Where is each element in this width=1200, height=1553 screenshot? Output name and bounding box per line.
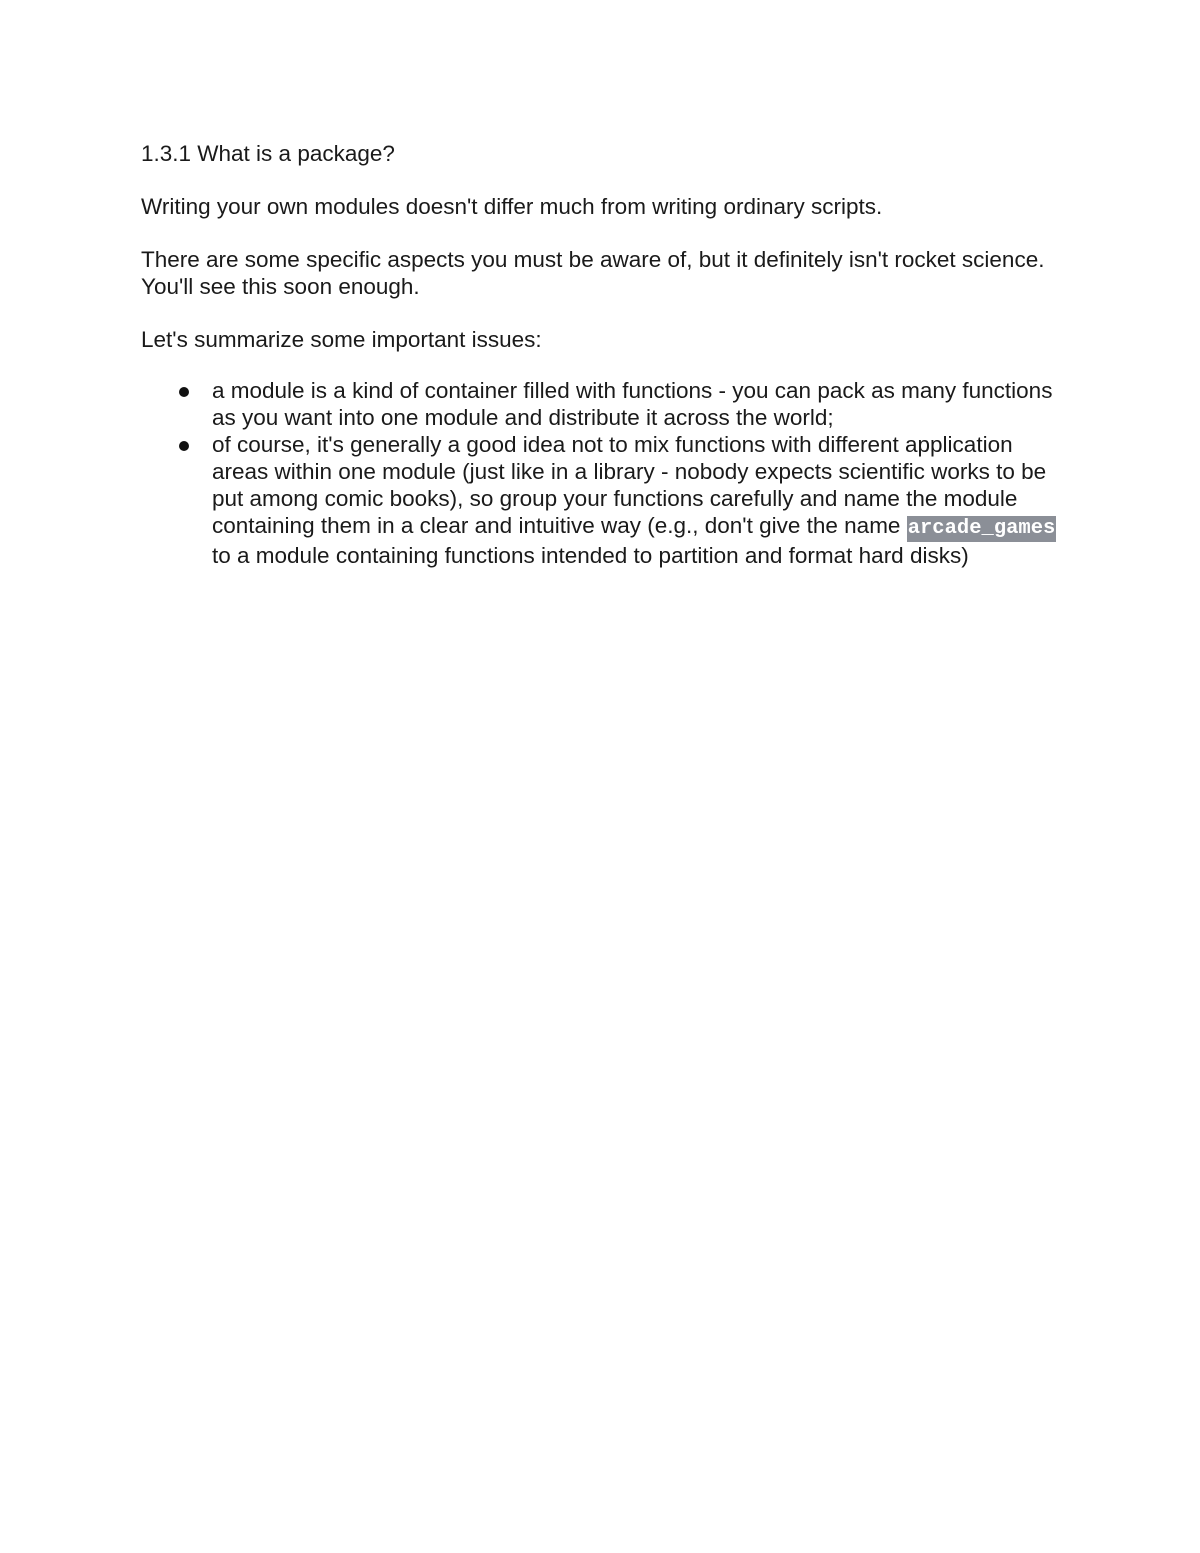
document-page [141, 140, 1071, 569]
list-item-text: a module is a kind of container filled with functions - you can pack as many functions as you want into one module and distribute it across the world; [212, 378, 1053, 430]
list-item [141, 431, 1071, 569]
issues-list [141, 377, 1071, 569]
paragraph-aspects: There are some specific aspects you must be aware of, but it definitely isn't rocket science. You'll see this soon enough. [141, 247, 1045, 299]
inline-code: arcade_games [907, 517, 1056, 540]
bullet-icon [179, 387, 189, 397]
list-item [141, 377, 1071, 431]
list-item-text-after-code: to a module containing functions intended to partition and format hard disks) [212, 543, 969, 568]
section-heading: 1.3.1 What is a package? [141, 141, 395, 166]
bullet-icon [179, 441, 189, 451]
list-item-text-before-code: of course, it's generally a good idea not to mix functions with different application areas within one module (just like in a library - nobody expects scientific works to be put among comic books), so group your functions carefully and name the module containing them in a clear and intuitive way (e.g., don't give the name [212, 432, 1047, 538]
paragraph-intro: Writing your own modules doesn't differ much from writing ordinary scripts. [141, 194, 883, 219]
paragraph-summary-lead: Let's summarize some important issues: [141, 327, 542, 352]
